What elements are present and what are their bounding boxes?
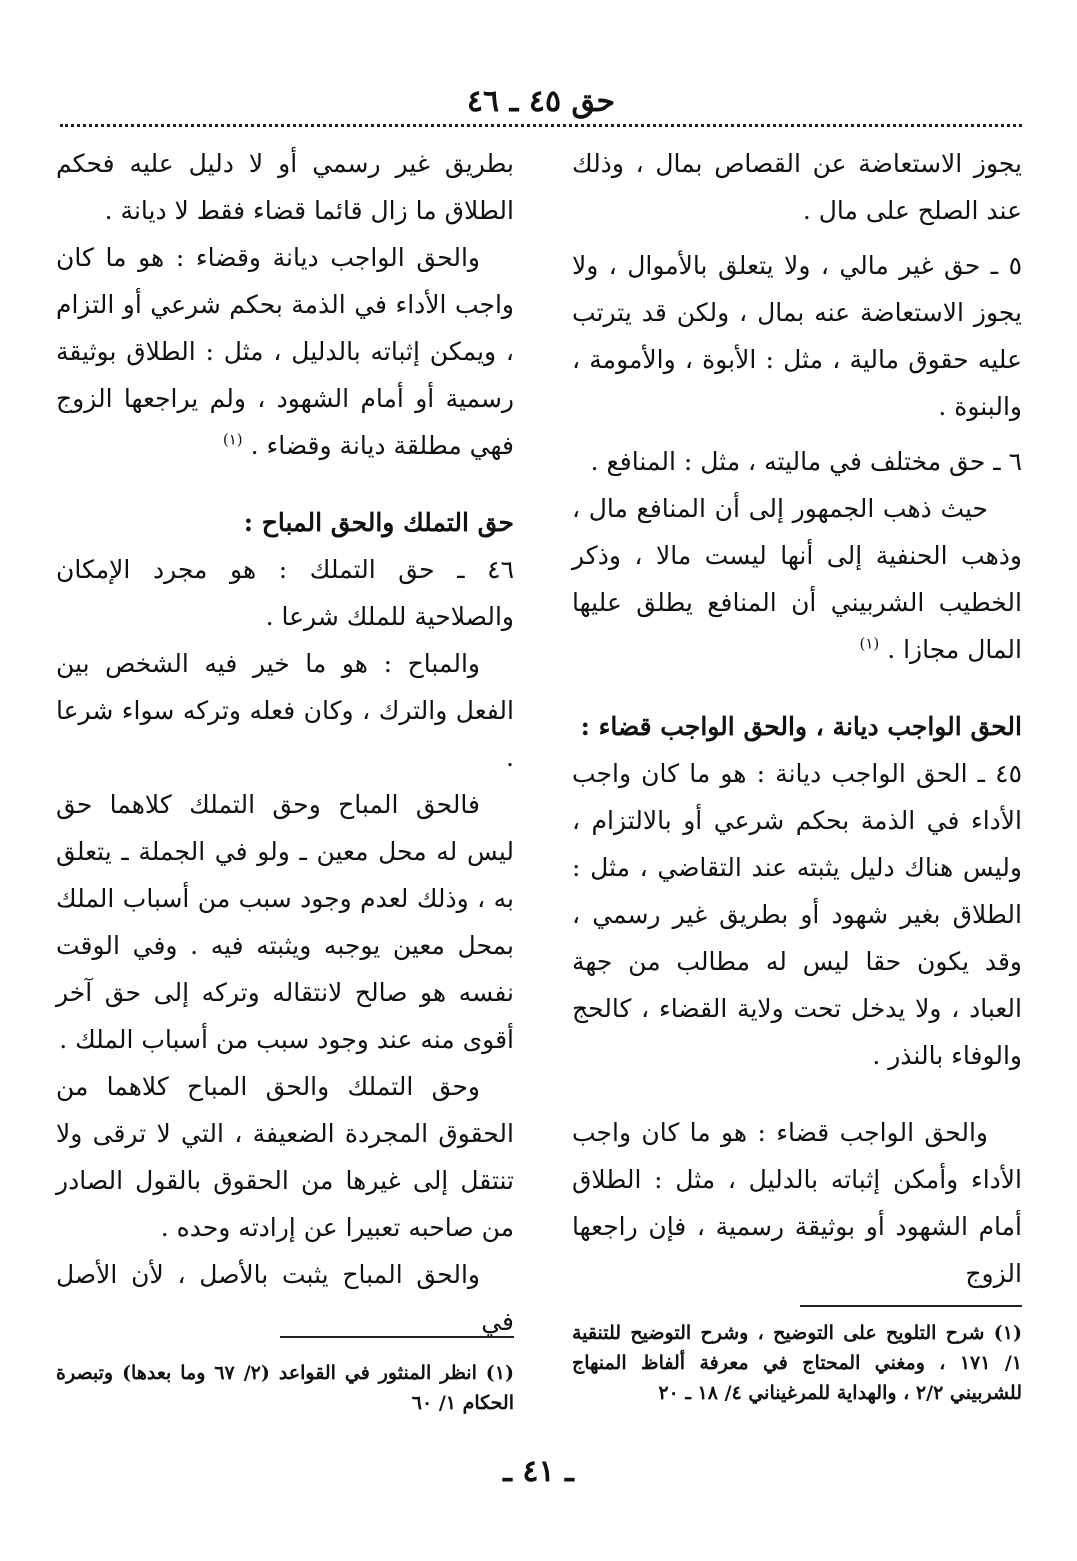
- paragraph: بطريق غير رسمي أو لا دليل عليه فحكم الطلاق ما زال قائما قضاء فقط لا ديانة .: [56, 149, 515, 225]
- paragraph: والحق المباح يثبت بالأصل ، لأن الأصل في: [56, 1260, 514, 1336]
- footnote-text: (١) انظر المنثور في القواعد (٢/ ٦٧ وما بعدها) وتبصرة الحكام ١/ ٦٠: [56, 1362, 515, 1414]
- paragraph: والحق الواجب قضاء : هو ما كان واجب الأداء وأمكن إثباته بالدليل ، مثل : الطلاق أمام الشهود أو بوثيقة رسمية ، فإن راجعها الزوج: [572, 1118, 1022, 1288]
- running-header: حق ٤٥ ـ ٤٦: [466, 84, 616, 119]
- paragraph: ٦ ـ حق مختلف في ماليته ، مثل : المنافع .: [590, 447, 1022, 476]
- footnote-left: [56, 1358, 514, 1418]
- footnote-ref: (١): [859, 634, 880, 653]
- paragraph: والمباح : هو ما خير فيه الشخص بين الفعل والترك ، وكان فعله وتركه سواء شرعا .: [56, 649, 514, 772]
- footnote-rule: [800, 1305, 1022, 1307]
- paragraph: يجوز الاستعاضة عن القصاص بمال ، وذلك عند الصلح على مال .: [572, 149, 1022, 225]
- right-column: [572, 140, 1022, 1297]
- footnote-rule: [280, 1336, 514, 1338]
- section-heading: الحق الواجب ديانة ، والحق الواجب قضاء :: [580, 712, 1022, 741]
- paragraph: وحق التملك والحق المباح كلاهما من الحقوق المجردة الضعيفة ، التي لا ترقى ولا تنتقل إلى غيرها من الحقوق بالقول الصادر من صاحبه تعبيرا عن إرادته وحده .: [56, 1072, 514, 1242]
- paragraph-text: حيث ذهب الجمهور إلى أن المنافع مال ، وذهب الحنفية إلى أنها ليست مالا ، وذكر الخطيب الشربيني أن المنافع يطلق عليها المال مجازا .: [572, 494, 1022, 664]
- paragraph: ٤٦ ـ حق التملك : هو مجرد الإمكان والصلاحية للملك شرعا .: [56, 555, 514, 631]
- header-dotted-rule: [60, 124, 1022, 127]
- paragraph-text: والحق الواجب ديانة وقضاء : هو ما كان واجب الأداء في الذمة بحكم شرعي أو التزام ، ويمكن إثباته بالدليل ، مثل : الطلاق بوثيقة رسمية أو أمام الشهود ، ولم يراجعها الزوج فهي مطلقة ديانة وقضاء .: [56, 243, 514, 460]
- paragraph: ٤٥ ـ الحق الواجب ديانة : هو ما كان واجب الأداء في الذمة بحكم شرعي أو بالالتزام ، وليس هناك دليل يثبته عند التقاضي ، مثل : الطلاق بغير شهود أو بطريق غير رسمي ، وقد يكون حقا ليس له مطالب من جهة العباد ، ولا يدخل تحت ولاية القضاء ، كالحج والوفاء بالنذر .: [572, 759, 1022, 1070]
- section-heading: حق التملك والحق المباح :: [243, 508, 514, 537]
- paragraph: [56, 234, 514, 469]
- left-column: [56, 140, 514, 1345]
- footnote-text: (١) شرح التلويح على التوضيح ، وشرح التوضيح للتنقية ١/ ١٧١ ، ومغني المحتاج في معرفة ألفاظ المنهاج للشربيني ٢/٢ ، والهداية للمرغيناني ٤/ ١٨ ـ ٢٠: [572, 1322, 1022, 1404]
- paragraph: [572, 485, 1022, 673]
- footnote-ref: (١): [222, 430, 243, 449]
- paragraph: ٥ ـ حق غير مالي ، ولا يتعلق بالأموال ، ولا يجوز الاستعاضة عنه بمال ، ولكن قد يترتب عليه حقوق مالية ، مثل : الأبوة ، والأمومة ، والبنوة .: [572, 251, 1022, 421]
- page-number: ـ ٤١ ـ: [503, 1454, 574, 1489]
- paragraph: فالحق المباح وحق التملك كلاهما حق ليس له محل معين ـ ولو في الجملة ـ يتعلق به ، وذلك لعدم وجود سبب من أسباب الملك بمحل معين يوجبه ويثبته فيه . وفي الوقت نفسه هو صالح لانتقاله وتركه إلى حق آخر أقوى منه عند وجود سبب من أسباب الملك .: [56, 790, 514, 1054]
- footnote-right: [572, 1318, 1022, 1408]
